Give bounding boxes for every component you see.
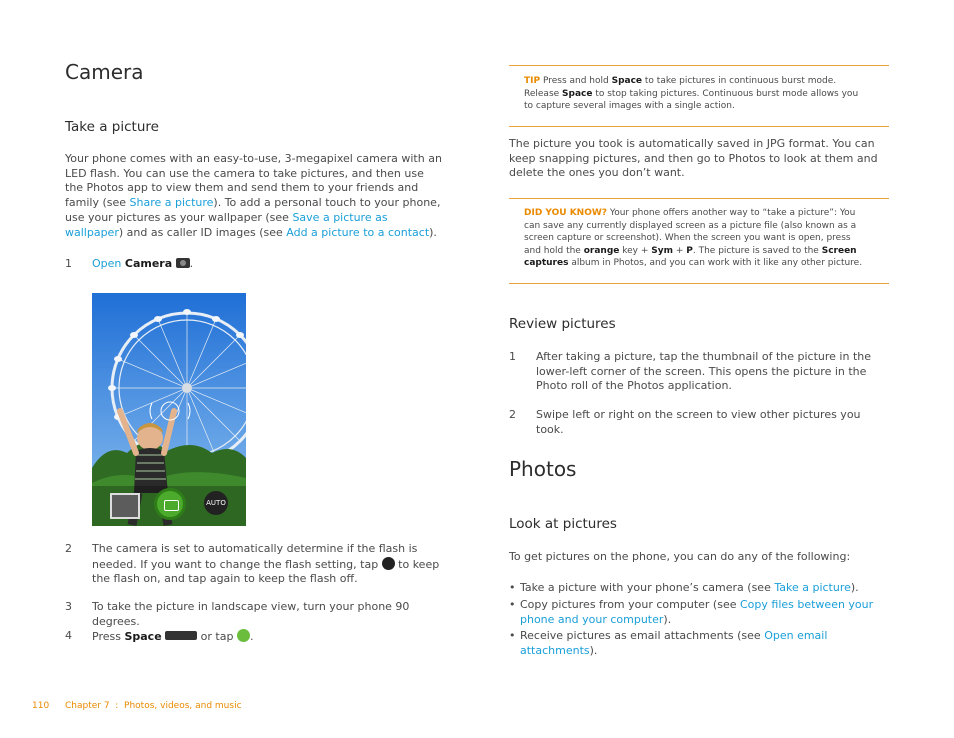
link-add-picture-contact[interactable]: Add a picture to a contact [286, 225, 430, 239]
link-copy-files[interactable]: Copy files between your phone and your computer [520, 598, 874, 626]
subheading-take-picture: Take a picture [65, 119, 159, 135]
capture-icon [237, 629, 250, 642]
step-flash-setting: The camera is set to automatically determine if the flash is needed. If you want to change the flash setting, tap to keep the flash on, and tap again to keep the flash off. [92, 542, 440, 586]
dyk-top-rule [509, 198, 889, 199]
step-number: 2 [65, 542, 72, 555]
section-heading-camera: Camera [65, 60, 144, 84]
tip-bottom-rule [509, 126, 889, 127]
subheading-review-pictures: Review pictures [509, 316, 616, 332]
step-open-camera: Open Camera . [92, 257, 194, 270]
flash-auto-button[interactable]: AUTO [204, 491, 228, 515]
link-take-picture[interactable]: Take a picture [774, 581, 851, 594]
thumbnail-button[interactable] [110, 493, 140, 519]
chapter-footer: Chapter 7 : Photos, videos, and music [65, 701, 242, 711]
did-you-know-label: DID YOU KNOW? [524, 208, 608, 218]
link-open-email-attachments[interactable]: Open email attachments [520, 629, 828, 657]
tip-label: TIP [524, 76, 541, 86]
bullet-email-attachments: Receive pictures as email attachments (see Open email attachments). [520, 629, 828, 657]
space-key-icon [165, 631, 197, 640]
step-number: 3 [65, 600, 72, 613]
review-step-thumbnail: After taking a picture, tap the thumbnail of the picture in the lower-left corner of the screen. This opens the picture in the Photo roll of the Photos application. [536, 350, 871, 393]
camera-icon [164, 500, 179, 511]
flash-icon [382, 557, 395, 570]
bullet-marker: • [509, 598, 516, 611]
camera-app-icon [176, 258, 190, 268]
link-share-picture[interactable]: Share a picture [129, 196, 214, 210]
tip-top-rule [509, 65, 889, 66]
bullet-copy-pictures: Copy pictures from your computer (see Copy files between your phone and your computer). [520, 598, 874, 626]
subheading-look-at-pictures: Look at pictures [509, 516, 617, 532]
step-number: 1 [65, 257, 72, 270]
bullet-marker: • [509, 581, 516, 594]
link-open[interactable]: Open [92, 257, 122, 270]
step-press-space: Press Space or tap . [92, 630, 254, 643]
bullet-marker: • [509, 629, 516, 642]
page-number: 110 [32, 701, 50, 711]
link-save-wallpaper[interactable]: Save a picture as wallpaper [65, 210, 388, 239]
bullet-take-picture: Take a picture with your phone’s camera (see Take a picture). [520, 581, 859, 594]
saved-paragraph: The picture you took is automatically saved in JPG format. You can keep snapping pictures, and then go to Photos to look at them and delete the ones you don’t want. [509, 137, 878, 180]
camera-viewfinder-screenshot [92, 293, 246, 526]
section-heading-photos: Photos [509, 457, 577, 481]
review-step-swipe: Swipe left or right on the screen to view other pictures you took. [536, 408, 861, 436]
photos-intro: To get pictures on the phone, you can do any of the following: [509, 550, 851, 563]
step-landscape: To take the picture in landscape view, turn your phone 90 degrees. [92, 600, 410, 628]
dyk-bottom-rule [509, 283, 889, 284]
did-you-know-box: DID YOU KNOW? Your phone offers another way to “take a picture”: You can save any currently displayed screen as a picture file (also known as a screen capture or screenshot). When the screen you want is open, press and hold the orange key + Sym + P. The picture is saved to the Screen captures album in Photos, and you can work with it like any other picture. [524, 208, 863, 268]
step-number: 4 [65, 629, 72, 642]
camera-intro-paragraph: Your phone comes with an easy-to-use, 3-megapixel camera with an LED flash. You can use the camera to take pictures, and then use the Photos app to view them and send them to your friends and family (see Share a picture). To add a personal touch to your phone, use your pictures as your wallpaper (see Save a picture as wallpaper) and as caller ID images (see Add a picture to a contact). [65, 152, 442, 239]
step-number: 1 [509, 350, 516, 363]
tip-box: TIP Press and hold Space to take pictures in continuous burst mode. Release Space to stop taking pictures. Continuous burst mode allows you to capture several images with a single action. [524, 76, 859, 111]
shutter-button[interactable] [154, 488, 186, 520]
step-number: 2 [509, 408, 516, 421]
